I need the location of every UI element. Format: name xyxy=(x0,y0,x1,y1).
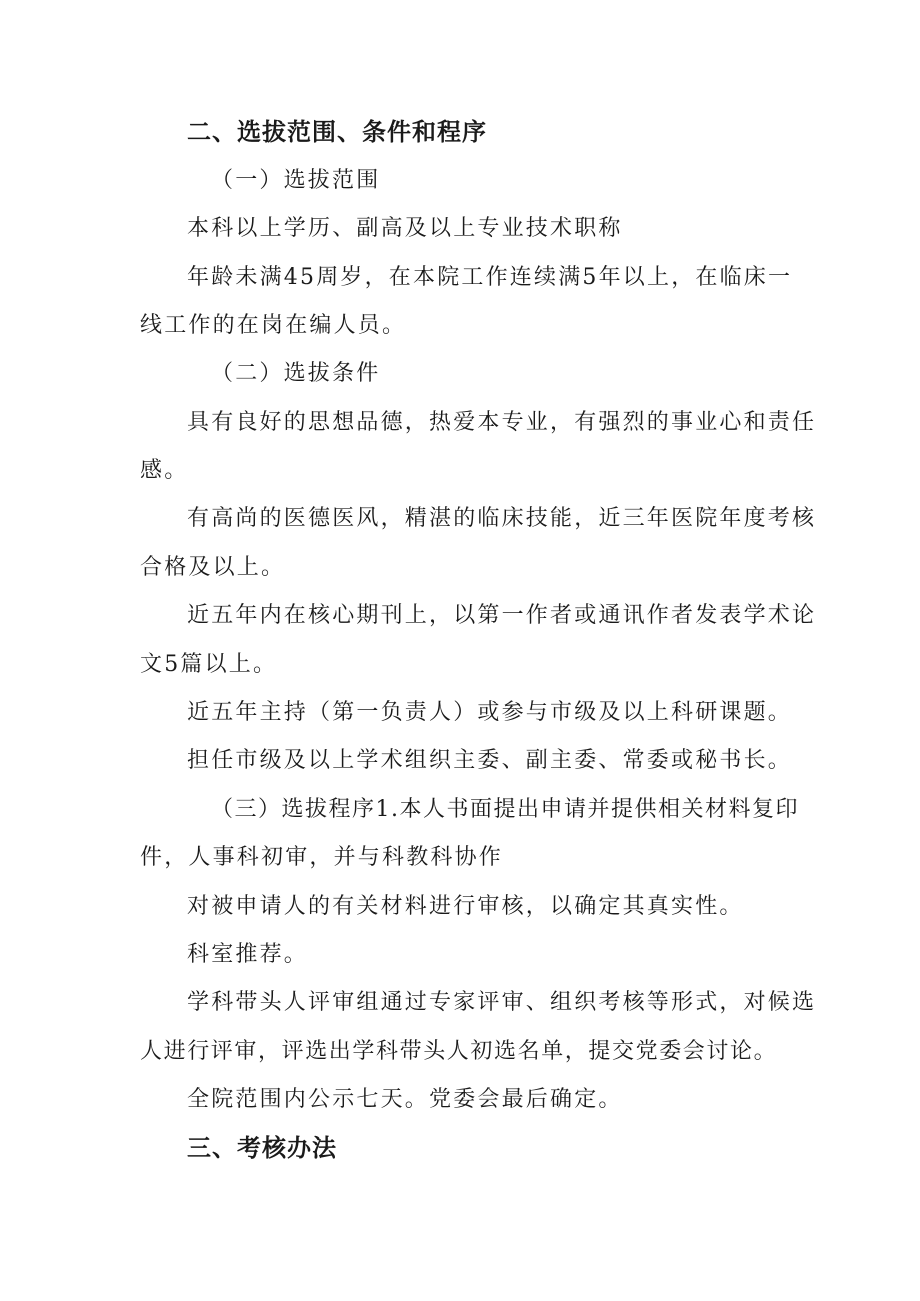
subheading-conditions: （二）选拔条件 xyxy=(211,361,381,386)
paragraph-condition-4: 近五年主持（第一负责人）或参与市级及以上科研课题。 xyxy=(187,700,793,725)
subheading-scope: （一）选拔范围 xyxy=(211,168,381,193)
section-heading-assessment: 三、考核办法 xyxy=(187,1134,337,1162)
paragraph-scope-1: 本科以上学历、副高及以上专业技术职称 xyxy=(187,216,623,241)
paragraph-condition-3-line1: 近五年内在核心期刊上，以第一作者或通讯作者发表学术论 xyxy=(187,603,817,628)
paragraph-condition-1-line2: 感。 xyxy=(140,458,189,483)
paragraph-condition-1-line1: 具有良好的思想品德，热爱本专业，有强烈的事业心和责任 xyxy=(187,410,817,435)
paragraph-scope-2-line2: 线工作的在岗在编人员。 xyxy=(140,313,407,338)
subheading-procedure-line2: 件，人事科初审，并与科教科协作 xyxy=(140,845,504,870)
paragraph-condition-5: 担任市级及以上学术组织主委、副主委、常委或秘书长。 xyxy=(187,748,793,773)
paragraph-condition-3-line2: 文5篇以上。 xyxy=(140,652,278,677)
paragraph-procedure-3-line2: 人进行评审，评选出学科带头人初选名单，提交党委会讨论。 xyxy=(140,1039,778,1064)
paragraph-condition-2-line2: 合格及以上。 xyxy=(140,555,286,580)
paragraph-procedure-2: 科室推荐。 xyxy=(187,942,309,967)
paragraph-scope-2-line1: 年龄未满45周岁，在本院工作连续满5年以上，在临床一 xyxy=(187,265,793,290)
paragraph-procedure-3-line1: 学科带头人评审组通过专家评审、组织考核等形式，对候选 xyxy=(187,990,817,1015)
paragraph-procedure-4: 全院范围内公示七天。党委会最后确定。 xyxy=(187,1087,623,1112)
section-heading-selection: 二、选拔范围、条件和程序 xyxy=(187,118,487,146)
paragraph-condition-2-line1: 有高尚的医德医风，精湛的临床技能，近三年医院年度考核 xyxy=(187,506,817,531)
subheading-procedure-line1: （三）选拔程序1.本人书面提出申请并提供相关材料复印 xyxy=(211,797,799,822)
paragraph-procedure-1: 对被申请人的有关材料进行审核，以确定其真实性。 xyxy=(187,894,744,919)
